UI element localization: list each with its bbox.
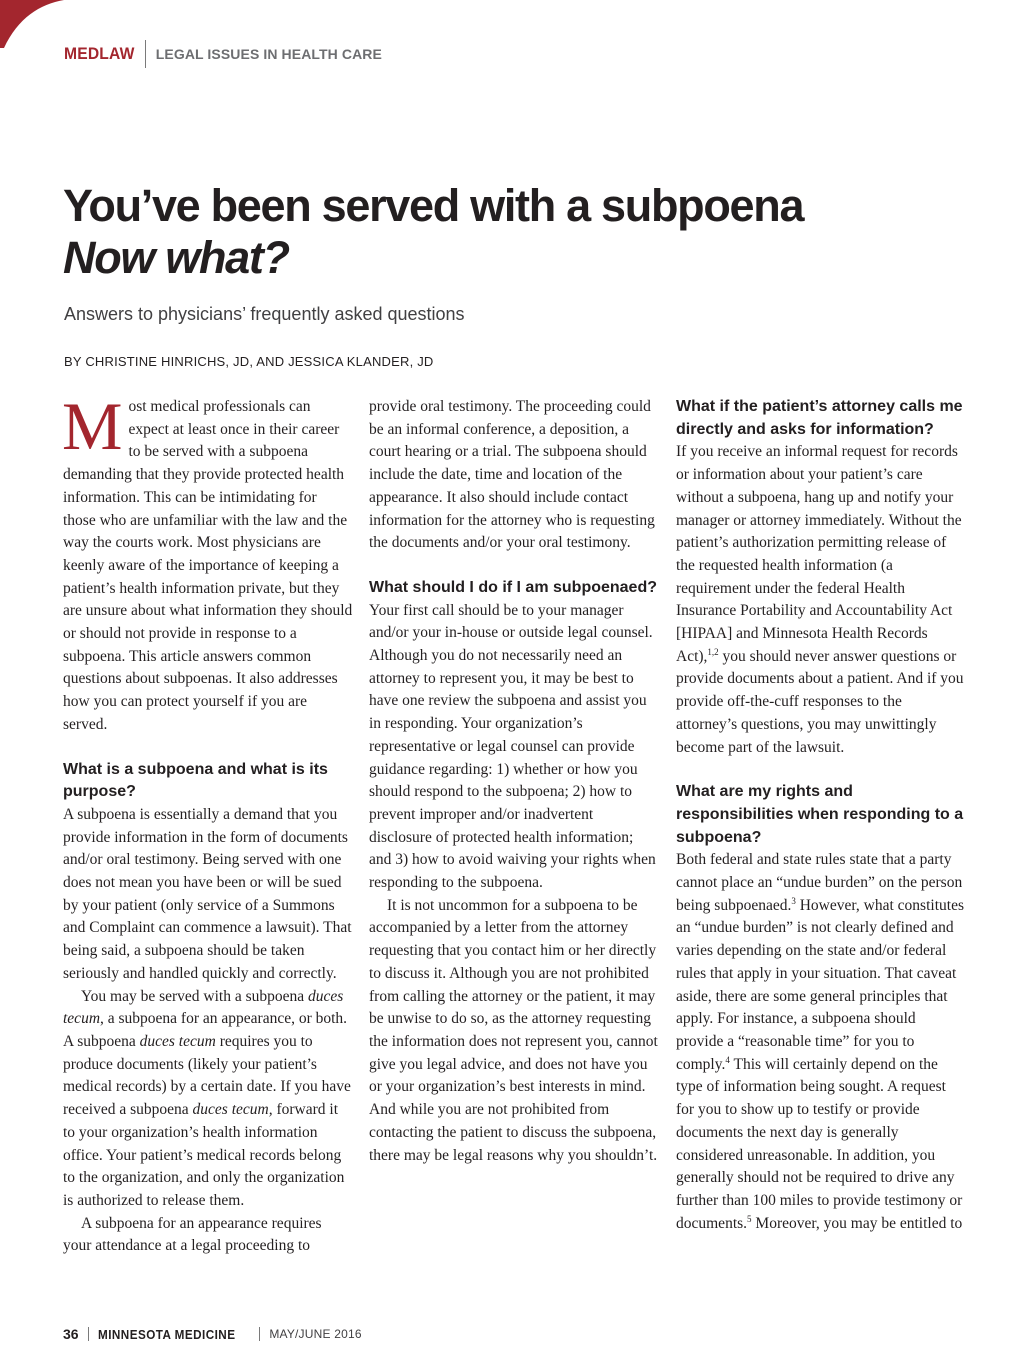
footer-divider (259, 1327, 260, 1341)
italic-term: duces tecum, (192, 1101, 273, 1119)
paragraph-continued: A subpoena for an appearance requires your attendance at a legal proceeding to (63, 1214, 322, 1255)
question-heading-1: What is a subpoena and what is its purpose? (63, 760, 328, 801)
footer-divider (88, 1327, 89, 1341)
drop-cap: M (62, 388, 123, 464)
footnote-ref: 1,2 (707, 646, 719, 657)
paragraph (676, 441, 966, 759)
text-run: Moreover, you may be entitled to (751, 1214, 963, 1232)
paragraph: It is not uncommon for a subpoena to be accompanied by a letter from the attorney requesting that you contact him or her directly to discuss it. Although you are not prohibited from calling the attorney or the patient, it may be unwise to do so, as the attorney requesting the information does not represent you, cannot give you legal advice, and does not have you or your organization’s best interests in mind. And while you are not prohibited from contacting the patient to discuss the subpoena, there may be legal reasons why you shouldn’t. (369, 896, 658, 1164)
brand-label: MEDLAW (64, 44, 135, 63)
question-heading-2: What should I do if I am subpoenaed? (369, 578, 657, 596)
header-divider (145, 40, 146, 68)
text-run: you should never answer questions or provide documents about a patient. And if you provide off-the-cuff responses to the attorney’s questions, you may unwittingly become part of the lawsuit. (676, 647, 964, 756)
footnote-ref: 5 (747, 1213, 752, 1224)
column-3 (676, 396, 966, 1235)
article-title (63, 180, 803, 284)
intro-paragraph (62, 388, 353, 737)
text-run: You may be served with a subpoena (81, 987, 309, 1005)
section-label: LEGAL ISSUES IN HEALTH CARE (155, 46, 382, 62)
text-run: This will certainly depend on the type of information being sought. A request for you to show up to testify or provide documents the next day is generally considered unreasonable. In addition, you generally should not be required to drive any further than 100 miles to provide testimony or documents. (676, 1055, 963, 1232)
article-subtitle: Answers to physicians’ frequently asked questions (64, 304, 465, 324)
paragraph: Your first call should be to your manager and/or your in-house or outside legal counsel. Although you do not necessarily need an attorney to represent you, it may be best to have one review the subpoena and assist you in responding. Your organization’s representative or legal counsel can provide guidance regarding: 1) whether or how you should respond to the subpoena; 2) how to prevent improper and/or inadvertent disclosure of protected health information; and 3) how to avoid waiving your rights when responding to the subpoena. (369, 601, 656, 892)
running-header (64, 37, 382, 71)
page-number: 36 (63, 1326, 79, 1342)
intro-text: ost medical professionals can expect at least once in their career to be served with a subpoena demanding that they provide protected health information. This can be intimidating for those who are unfamiliar with the law and the way the courts work. Most physicians are keenly aware of the importance of keeping a patient’s health information private, but they are unsure about what information they should or should not provide in response to a subpoena. This article answers common questions about subpoenas. It also addresses how you can protect yourself if you are served. (63, 398, 353, 733)
text-run: However, what constitutes an “undue burden” is not clearly defined and varies depending on the state and/or federal rules that apply in your situation. That caveat aside, there are some general principles that apply. For instance, a subpoena should provide a “reasonable time” for you to comply. (676, 896, 964, 1073)
footnote-ref: 4 (725, 1054, 730, 1065)
magazine-name: MINNESOTA MEDICINE (97, 1326, 236, 1342)
title-line-1: You’ve been served with a subpoena (63, 180, 804, 231)
issue-date: MAY/JUNE 2016 (269, 1327, 362, 1341)
paragraph-continuation: provide oral testimony. The proceeding could be an informal conference, a deposition, a court hearing or a trial. The subpoena should include the date, time and location of the appearance. It also should include contact information for the attorney who is requesting the documents and/or your oral testimony. (369, 398, 655, 552)
corner-accent (0, 0, 64, 48)
column-1 (62, 388, 353, 1258)
italic-term: duces tecum (63, 987, 344, 1028)
paragraph (676, 849, 966, 1235)
italic-term: duces tecum (139, 1032, 216, 1050)
article-byline: BY CHRISTINE HINRICHS, JD, AND JESSICA KLANDER, JD (64, 354, 434, 369)
page-footer (63, 1324, 362, 1344)
text-run: Both federal and state rules state that a party cannot place an “undue burden” on the person being subpoenaed. (676, 851, 963, 914)
text-run: , a subpoena for an appearance, or both. A subpoena (63, 1010, 348, 1050)
text-run: forward it to your organization’s health information office. Your patient’s medical records belong to the organization, and only the organization is authorized to release them. (63, 1101, 345, 1209)
text-run: If you receive an informal request for records or information about your patient’s care without a subpoena, hang up and notify your manager or attorney immediately. Without the patient’s authorization permitting release of the requested health information (a requirement under the federal Health Insurance Portability and Accountability Act [HIPAA] and Minnesota Health Records Act), (676, 443, 962, 665)
paragraph (63, 986, 353, 1213)
paragraph: A subpoena is essentially a demand that you provide information in the form of documents and/or oral testimony. Being served with one does not mean you have been or will be sued by your patient (only service of a Summons and Complaint can commence a lawsuit). That being said, a subpoena should be taken seriously and handled quickly and correctly. (63, 805, 352, 982)
question-heading-3: What if the patient’s attorney calls me directly and asks for information? (676, 398, 963, 438)
column-2 (369, 396, 659, 1167)
title-line-2: Now what? (63, 232, 289, 283)
footnote-ref: 3 (791, 895, 796, 906)
question-heading-4: What are my rights and responsibilities when responding to a subpoena? (676, 783, 964, 846)
text-run: requires you to produce documents (likely your patient’s medical records) by a certain date. If you have received a subpoena (63, 1032, 351, 1119)
